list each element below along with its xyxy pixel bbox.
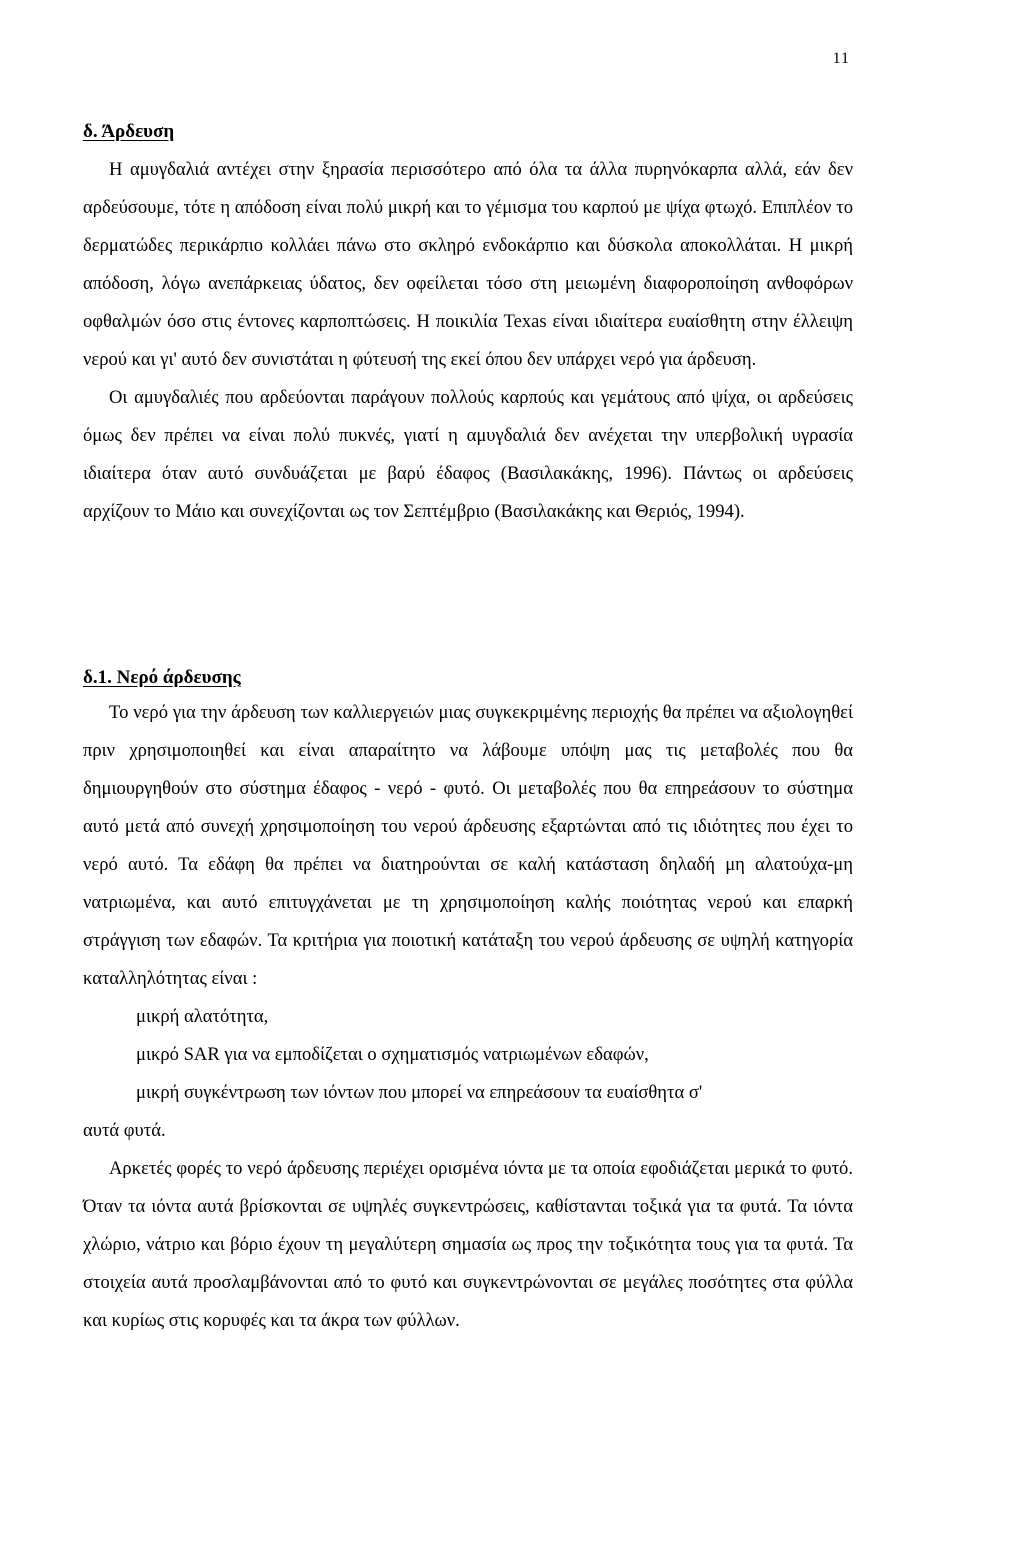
criteria-item: μικρή αλατότητα, (136, 1006, 269, 1027)
section-heading-irrigation: δ. Άρδευση (83, 121, 175, 142)
criteria-item: μικρή συγκέντρωση των ιόντων που μπορεί να επηρεάσουν τα ευαίσθητα σ' (136, 1082, 703, 1103)
criteria-tail: αυτά φυτά. (83, 1120, 166, 1141)
criteria-item: μικρό SAR για να εμποδίζεται ο σχηματισμός νατριωμένων εδαφών, (136, 1044, 649, 1065)
paragraph-drought-tolerance: Η αμυγδαλιά αντέχει στην ξηρασία περισσότερο από όλα τα άλλα πυρηνόκαρπα αλλά, εάν δεν αρδεύσουμε, τότε η απόδοση είναι πολύ μικρή και το γέμισμα του καρπού με ψίχα φτωχό. Επιπλέον το δερματώδες περικάρπιο κολλάει πάνω στο σκληρό ενδοκάρπιο και δύσκολα αποκολλάται. Η μικρή απόδοση, λόγω ανεπάρκειας ύδατος, δεν οφείλεται τόσο στη μειωμένη διαφοροποίηση ανθοφόρων οφθαλμών όσο στις έντονες καρποπτώσεις. Η ποικιλία Texas είναι ιδιαίτερα ευαίσθητη στην έλλειψη νερού και γι' αυτό δεν συνιστάται η φύτευσή της εκεί όπου δεν υπάρχει νερό για άρδευση. (83, 159, 853, 370)
paragraph-irrigation-schedule: Οι αμυγδαλιές που αρδεύονται παράγουν πολλούς καρπούς και γεμάτους από ψίχα, οι αρδεύσεις όμως δεν πρέπει να είναι πολύ πυκνές, γιατί η αμυγδαλιά δεν ανέχεται την υπερβολική υγρασία ιδιαίτερα όταν αυτό συνδυάζεται με βαρύ έδαφος (Βασιλακάκης, 1996). Πάντως οι αρδεύσεις αρχίζουν το Μάιο και συνεχίζονται ως τον Σεπτέμβριο (Βασιλακάκης και Θεριός, 1994). (83, 387, 853, 522)
page-number: 11 (832, 50, 850, 67)
paragraph-ion-toxicity: Αρκετές φορές το νερό άρδευσης περιέχει ορισμένα ιόντα με τα οποία εφοδιάζεται μερικά το φυτό. Όταν τα ιόντα αυτά βρίσκονται σε υψηλές συγκεντρώσεις, καθίστανται τοξικά για τα φυτά. Τα ιόντα χλώριο, νάτριο και βόριο έχουν τη μεγαλύτερη σημασία ως προς την τοξικότητα τους για τα φυτά. Τα στοιχεία αυτά προσλαμβάνονται από το φυτό και συγκεντρώνονται σε μεγάλες ποσότητες στα φύλλα και κυρίως στις κορυφές και τα άκρα των φύλλων. (83, 1158, 853, 1331)
section-irrigation (83, 118, 853, 531)
paragraph-water-evaluation: Το νερό για την άρδευση των καλλιεργειών μιας συγκεκριμένης περιοχής θα πρέπει να αξιολογηθεί πριν χρησιμοποιηθεί και είναι απαραίτητο να λάβουμε υπόψη μας τις μεταβολές που θα δημιουργηθούν στο σύστημα έδαφος - νερό - φυτό. Οι μεταβολές που θα επηρεάσουν το σύστημα αυτό μετά από συνεχή χρησιμοποίηση του νερού άρδευσης εξαρτώνται από τις ιδιότητες που έχει το νερό αυτό. Τα εδάφη θα πρέπει να διατηρούνται σε καλή κατάσταση δηλαδή μη αλατούχα-μη νατριωμένα, και αυτό επιτυγχάνεται με τη χρησιμοποίηση καλής ποιότητας νερού και επαρκή στράγγιση των εδαφών. Τα κριτήρια για ποιοτική κατάταξη του νερού άρδευσης σε υψηλή κατηγορία καταλληλότητας είναι : (83, 702, 853, 989)
criteria-list (83, 998, 853, 1112)
section-heading-irrigation-water: δ.1. Νερό άρδευσης (83, 667, 241, 688)
section-irrigation-water (83, 664, 853, 1340)
